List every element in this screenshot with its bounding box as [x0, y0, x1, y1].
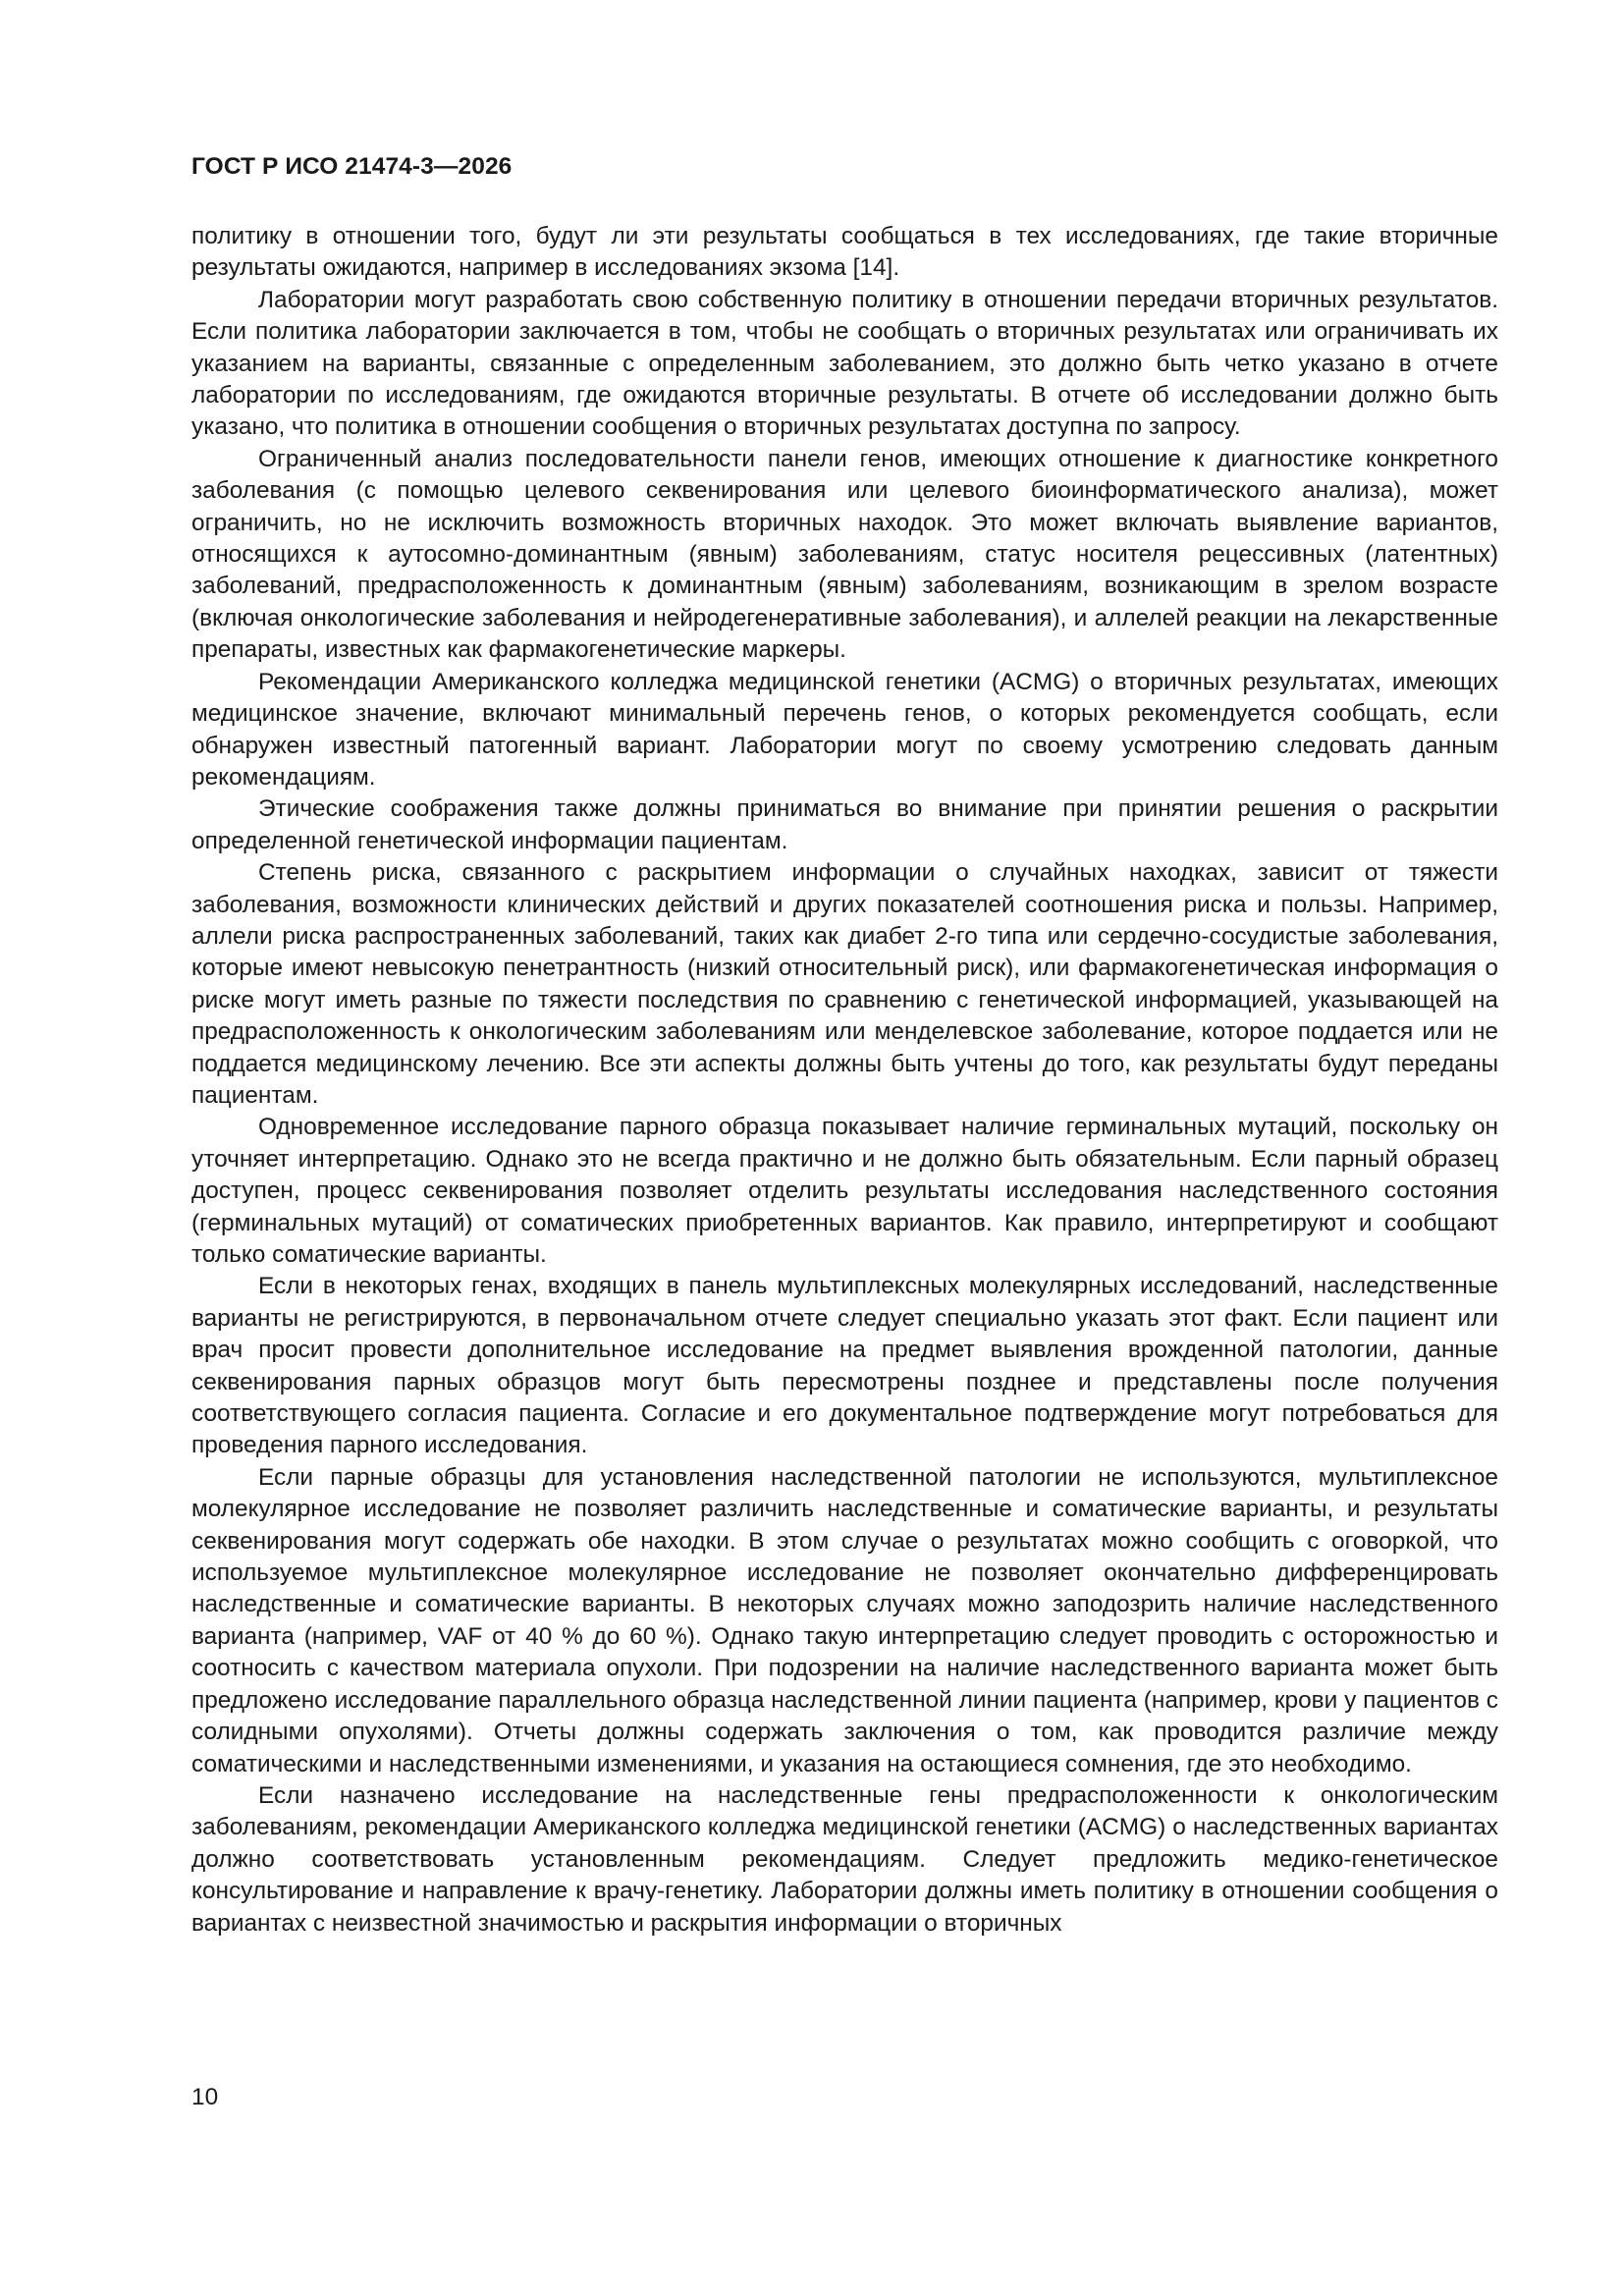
- paragraph-paired-sample: Одновременное исследование парного образца показывает наличие герминальных мутаций, поскольку он уточняет интерпретацию. Однако это не всегда практично и не должно быть обязательным. Если парный образец доступен, процесс секвенирования позволяет отделить результаты исследования наследственного состояния (герминальных мутаций) от соматических приобретенных вариантов. Как правило, интерпретируют и сообщают только соматические варианты.: [191, 1114, 1498, 1268]
- paragraph-gene-panel: Ограниченный анализ последовательности панели генов, имеющих отношение к диагностике конкретного заболевания (с помощью целевого секвенирования или целевого биоинформатического анализа), может ограничить, но не исключить возможность вторичных находок. Это может включать выявление вариантов, относящихся к аутосомно-доминантным (явным) заболеваниям, статус носителя рецессивных (латентных) заболеваний, предрасположенность к доминантным (явным) заболеваниям, возникающим в зрелом возрасте (включая онкологические заболевания и нейродегенеративные заболевания), и аллелей реакции на лекарственные препараты, известных как фармакогенетические маркеры.: [191, 445, 1498, 664]
- page-number: 10: [191, 2084, 219, 2110]
- paragraph-ethics: Этические соображения также должны приниматься во внимание при принятии решения о раскрытии определенной генетической информации пациентам.: [191, 795, 1498, 854]
- paragraph-lab-policy: Лаборатории могут разработать свою собственную политику в отношении передачи вторичных результатов. Если политика лаборатории заключается в том, чтобы не сообщать о вторичных результатах или ограничивать их указанием на варианты, связанные с определенным заболеванием, это должно быть четко указано в отчете лаборатории по исследованиям, где ожидаются вторичные результаты. В отчете об исследовании должно быть указано, что политика в отношении сообщения о вторичных результатах доступна по запросу.: [191, 286, 1498, 441]
- paragraph-acmg-recommendations: Рекомендации Американского колледжа медицинской генетики (ACMG) о вторичных результатах, имеющих медицинское значение, включают минимальный перечень генов, о которых рекомендуется сообщать, если обнаружен известный патогенный вариант. Лаборатории могут по своему усмотрению следовать данным рекомендациям.: [191, 668, 1498, 791]
- paragraph-predisposition-genes: Если назначено исследование на наследственные гены предрасположенности к онкологическим заболеваниям, рекомендации Американского колледжа медицинской генетики (ACMG) о наследственных вариантах должно соответствовать установленным рекомендациям. Следует предложить медико-генетическое консультирование и направление к врачу-генетику. Лаборатории должны иметь политику в отношении сообщения о вариантах с неизвестной значимостью и раскрытия информации о вторичных: [191, 1781, 1498, 1937]
- standard-designation: ГОСТ Р ИСО 21474-3—2026: [191, 153, 513, 180]
- body-text: [191, 221, 1498, 1940]
- paragraph-hereditary-variants: Если в некоторых генах, входящих в панель мультиплексных молекулярных исследований, наследственные варианты не регистрируются, в первоначальном отчете следует специально указать этот факт. Если пациент или врач просит провести дополнительное исследование на предмет выявления врожденной патологии, данные секвенирования парных образцов могут быть пересмотрены позднее и представлены после получения соответствующего согласия пациента. Согласие и его документальное подтверждение могут потребоваться для проведения парного исследования.: [191, 1273, 1498, 1459]
- paragraph-risk-degree: Степень риска, связанного с раскрытием информации о случайных находках, зависит от тяжести заболевания, возможности клинических действий и других показателей соотношения риска и пользы. Например, аллели риска распространенных заболеваний, таких как диабет 2-го типа или сердечно-сосудистые заболевания, которые имеют невысокую пенетрантность (низкий относительный риск), или фармакогенетическая информация о риске могут иметь разные по тяжести последствия по сравнению с генетической информацией, указывающей на предрасположенность к онкологическим заболеваниям или менделевское заболевание, которое поддается или не поддается медицинскому лечению. Все эти аспекты должны быть учтены до того, как результаты будут переданы пациентам.: [191, 859, 1498, 1109]
- paragraph-continued: политику в отношении того, будут ли эти результаты сообщаться в тех исследованиях, где такие вторичные результаты ожидаются, например в исследованиях экзома [14].: [191, 223, 1498, 282]
- paragraph-multiplex-study: Если парные образцы для установления наследственной патологии не используются, мультиплексное молекулярное исследование не позволяет различить наследственные и соматические варианты, и результаты секвенирования могут содержать обе находки. В этом случае о результатах можно сообщить с оговоркой, что используемое мультиплексное молекулярное исследование не позволяет окончательно дифференцировать наследственные и соматические варианты. В некоторых случаях можно заподозрить наличие наследственного варианта (например, VAF от 40 % до 60 %). Однако такую интерпретацию следует проводить с осторожностью и соотносить с качеством материала опухоли. При подозрении на наличие наследственного варианта может быть предложено исследование параллельного образца наследственной линии пациента (например, крови у пациентов с солидными опухолями). Отчеты должны содержать заключения о том, как проводится различие между соматическими и наследственными изменениями, и указания на остающиеся сомнения, где это необходимо.: [191, 1463, 1498, 1777]
